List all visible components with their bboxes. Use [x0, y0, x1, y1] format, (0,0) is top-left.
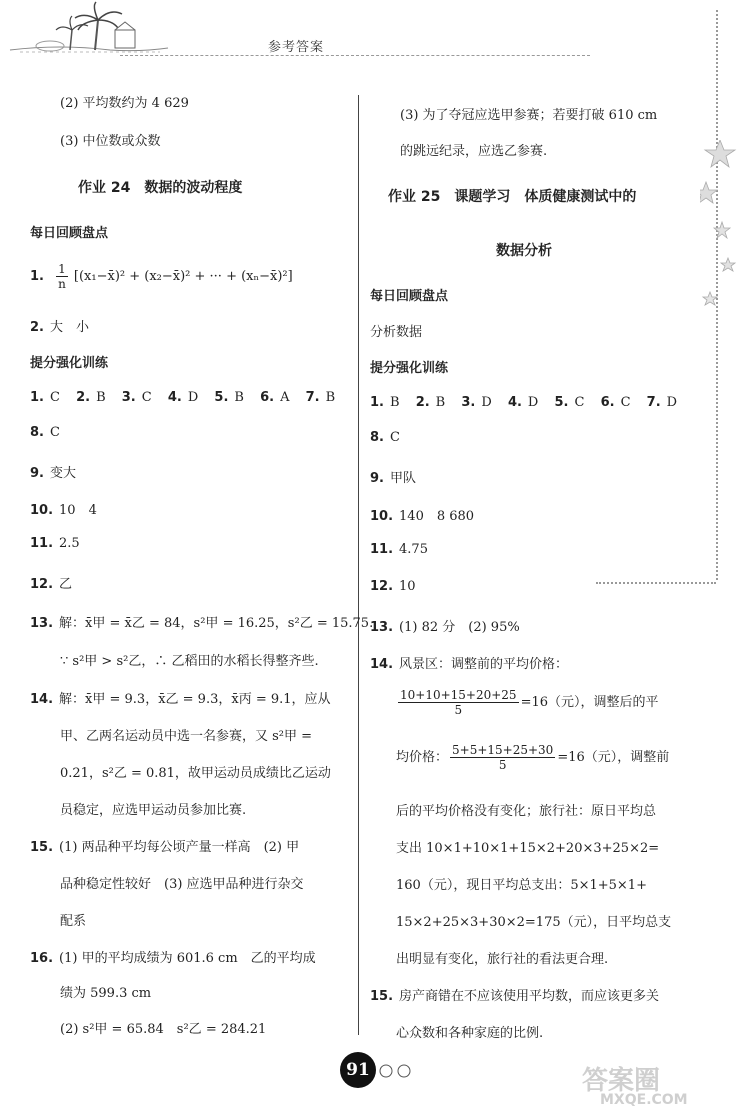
answer-text: 甲队 — [389, 471, 416, 486]
answer-16-cont: (2) s²甲 = 65.84 s²乙 = 284.21 — [60, 1022, 267, 1037]
answer-text: D — [666, 395, 678, 410]
answer-text: 分析数据 — [370, 325, 423, 340]
question-number: 4. — [167, 390, 182, 405]
answer-text: 风景区：调整前的平均价格： — [399, 657, 569, 672]
subsection-heading: 每日回顾盘点 — [370, 289, 449, 304]
answer-text: D — [527, 395, 539, 410]
multiple-choice-row — [30, 390, 347, 405]
answer-12 — [30, 573, 72, 592]
question-number: 14. — [30, 692, 54, 707]
fraction-numerator: 1 — [58, 262, 66, 276]
question-number: 7. — [646, 395, 661, 410]
answer-text: (1) 82 分 (2) 95% — [399, 620, 520, 635]
question-number: 12. — [30, 577, 54, 592]
answer-14-cont: 出明显有变化，旅行社的看法更合理. — [396, 952, 609, 967]
answer-text: B — [325, 390, 336, 405]
question-number: 1. — [370, 395, 384, 410]
answer-16-cont: 绩为 599.3 cm — [60, 986, 152, 1001]
answer-text: D — [187, 390, 199, 405]
answer-14-cont: 15×2+25×3+30×2=175（元），日平均总支 — [396, 915, 672, 930]
answer-text: C — [49, 425, 60, 440]
answer-15-cont: 品种稳定性较好 (3) 应选甲品种进行杂交 — [60, 877, 304, 892]
question-number: 5. — [554, 395, 569, 410]
answer-text: 大 小 — [49, 320, 89, 335]
header-divider — [120, 55, 590, 56]
fraction-denominator: 5 — [498, 758, 507, 772]
answer-text: C — [49, 390, 60, 405]
answer-13 — [370, 616, 520, 635]
question-number: 13. — [30, 616, 54, 631]
answer-line: (2) 平均数约为 4 629 — [60, 96, 189, 111]
answer-text: 140 8 680 — [399, 509, 475, 524]
question-number: 12. — [370, 579, 394, 594]
section-heading: 作业 24 数据的波动程度 — [78, 180, 243, 196]
question-number: 6. — [260, 390, 275, 405]
answer-13 — [30, 612, 373, 631]
fraction-denominator: 5 — [454, 703, 463, 717]
answer-text: 10 — [399, 579, 416, 594]
fraction — [450, 743, 555, 772]
answer-text: 2.5 — [59, 536, 80, 551]
question-number: 6. — [600, 395, 615, 410]
question-number: 14. — [370, 657, 394, 672]
answer-text: 解：x̄甲 = 9.3，x̄乙 = 9.3，x̄丙 = 9.1，应从 — [59, 692, 331, 707]
answer-text: 解：x̄甲 = x̄乙 = 84，s²甲 = 16.25，s²乙 = 15.75. — [59, 616, 374, 631]
question-number: 16. — [30, 951, 54, 966]
page-number-circles-icon — [378, 1063, 418, 1079]
answer-text: (1) 两品种平均每公顷产量一样高 (2) 甲 — [59, 840, 300, 855]
question-number: 2. — [415, 395, 430, 410]
answer-14 — [370, 653, 568, 672]
answer-text: =16（元），调整后的平 — [520, 695, 659, 710]
watermark-logo: 答案圈 — [582, 1066, 661, 1096]
question-number: 9. — [30, 466, 44, 481]
question-number: 10. — [30, 503, 54, 518]
answer-11 — [370, 542, 428, 557]
answer-line: 的跳远纪录，应选乙参赛. — [400, 144, 548, 159]
question-number: 8. — [30, 425, 44, 440]
answer-15-cont: 配系 — [60, 914, 87, 929]
answer-9 — [370, 467, 416, 486]
answer-14-cont: 0.21，s²乙 = 0.81，故甲运动员成绩比乙运动 — [60, 766, 331, 781]
question-number: 15. — [30, 840, 54, 855]
answer-line: (3) 为了夺冠应选甲参赛；若要打破 610 cm — [400, 108, 658, 123]
answer-line: (3) 中位数或众数 — [60, 134, 161, 149]
answer-text: C — [389, 430, 400, 445]
subsection-heading: 提分强化训练 — [30, 356, 109, 371]
question-number: 1. — [30, 269, 44, 284]
column-divider — [358, 95, 359, 1035]
answer-text: 乙 — [59, 577, 73, 592]
question-number: 10. — [370, 509, 394, 524]
fraction-numerator: 10+10+15+20+25 — [400, 688, 517, 702]
section-heading: 作业 25 课题学习 体质健康测试中的 — [388, 189, 637, 205]
answer-14-cont: 支出 10×1+10×1+15×2+20×3+25×2= — [396, 841, 660, 856]
answer-15 — [30, 836, 299, 855]
answer-9 — [30, 462, 76, 481]
question-number: 4. — [507, 395, 522, 410]
answer-10 — [30, 499, 97, 518]
answer-text: C — [141, 390, 152, 405]
subsection-heading: 每日回顾盘点 — [30, 226, 109, 241]
answer-text: (1) 甲的平均成绩为 601.6 cm 乙的平均成 — [59, 951, 316, 966]
answer-12 — [370, 579, 416, 594]
answer-11 — [30, 536, 80, 551]
palm-tree-logo-icon — [0, 0, 170, 60]
question-number: 7. — [305, 390, 320, 405]
answer-1 — [30, 262, 293, 291]
answer-text: =16（元），调整前 — [557, 750, 670, 765]
answer-15 — [370, 985, 659, 1004]
answer-text: B — [96, 390, 106, 405]
answer-14-cont: 后的平均价格没有变化；旅行社：原日平均总 — [396, 804, 657, 819]
answer-13-cont: ∵ s²甲 > s²乙，∴ 乙稻田的水稻长得整齐些. — [60, 654, 319, 669]
answer-text: 房产商错在不应该使用平均数，而应该更多关 — [399, 989, 660, 1004]
question-number: 15. — [370, 989, 394, 1004]
question-number: 9. — [370, 471, 384, 486]
answer-14-cont: 160（元），现日平均总支出：5×1+5×1+ — [396, 878, 647, 893]
answer-14-cont: 甲、乙两名运动员中选一名参赛，又 s²甲 = — [60, 729, 313, 744]
dotted-border-bottom — [596, 582, 716, 584]
answer-14 — [30, 688, 331, 707]
question-number: 3. — [461, 395, 476, 410]
answer-10 — [370, 505, 474, 524]
question-number: 5. — [214, 390, 229, 405]
formula: [(x₁−x̄)² + (x₂−x̄)² + ··· + (xₙ−x̄)²] — [73, 269, 293, 284]
question-number: 3. — [121, 390, 136, 405]
answer-text: 变大 — [49, 466, 76, 481]
question-number: 11. — [30, 536, 54, 551]
subsection-heading: 提分强化训练 — [370, 361, 449, 376]
watermark-url: MXQE.COM — [600, 1092, 688, 1108]
answer-16 — [30, 947, 316, 966]
answer-14-fraction-line — [396, 688, 659, 717]
question-number: 13. — [370, 620, 394, 635]
answer-14-fraction-line — [396, 743, 669, 772]
answer-14-cont: 员稳定，应选甲运动员参加比赛. — [60, 803, 247, 818]
answer-8 — [370, 430, 400, 445]
fraction — [398, 688, 519, 717]
answer-text: C — [574, 395, 585, 410]
answer-text: 均价格： — [396, 750, 449, 765]
answer-text: B — [234, 390, 244, 405]
answer-15-cont: 心众数和各种家庭的比例. — [396, 1026, 544, 1041]
question-number: 2. — [76, 390, 91, 405]
answer-text: A — [280, 390, 290, 405]
answer-text: B — [435, 395, 446, 410]
question-number: 8. — [370, 430, 384, 445]
answer-text: D — [481, 395, 492, 410]
fraction-denominator: n — [58, 277, 66, 291]
multiple-choice-row — [370, 395, 689, 410]
fraction — [56, 262, 68, 291]
answer-text: 4.75 — [399, 542, 428, 557]
answer-text: C — [620, 395, 631, 410]
question-number: 11. — [370, 542, 394, 557]
section-heading-cont: 数据分析 — [496, 243, 552, 259]
answer-2 — [30, 316, 89, 335]
page-header — [0, 0, 750, 60]
stars-decoration-icon — [700, 140, 740, 310]
question-number: 2. — [30, 320, 44, 335]
question-number: 1. — [30, 390, 44, 405]
page-number: 91 — [340, 1052, 376, 1088]
fraction-numerator: 5+5+15+25+30 — [452, 743, 554, 757]
answer-text: B — [389, 395, 400, 410]
answer-8 — [30, 425, 60, 440]
page-title: 参考答案 — [268, 40, 325, 55]
answer-text: 10 4 — [59, 503, 97, 518]
